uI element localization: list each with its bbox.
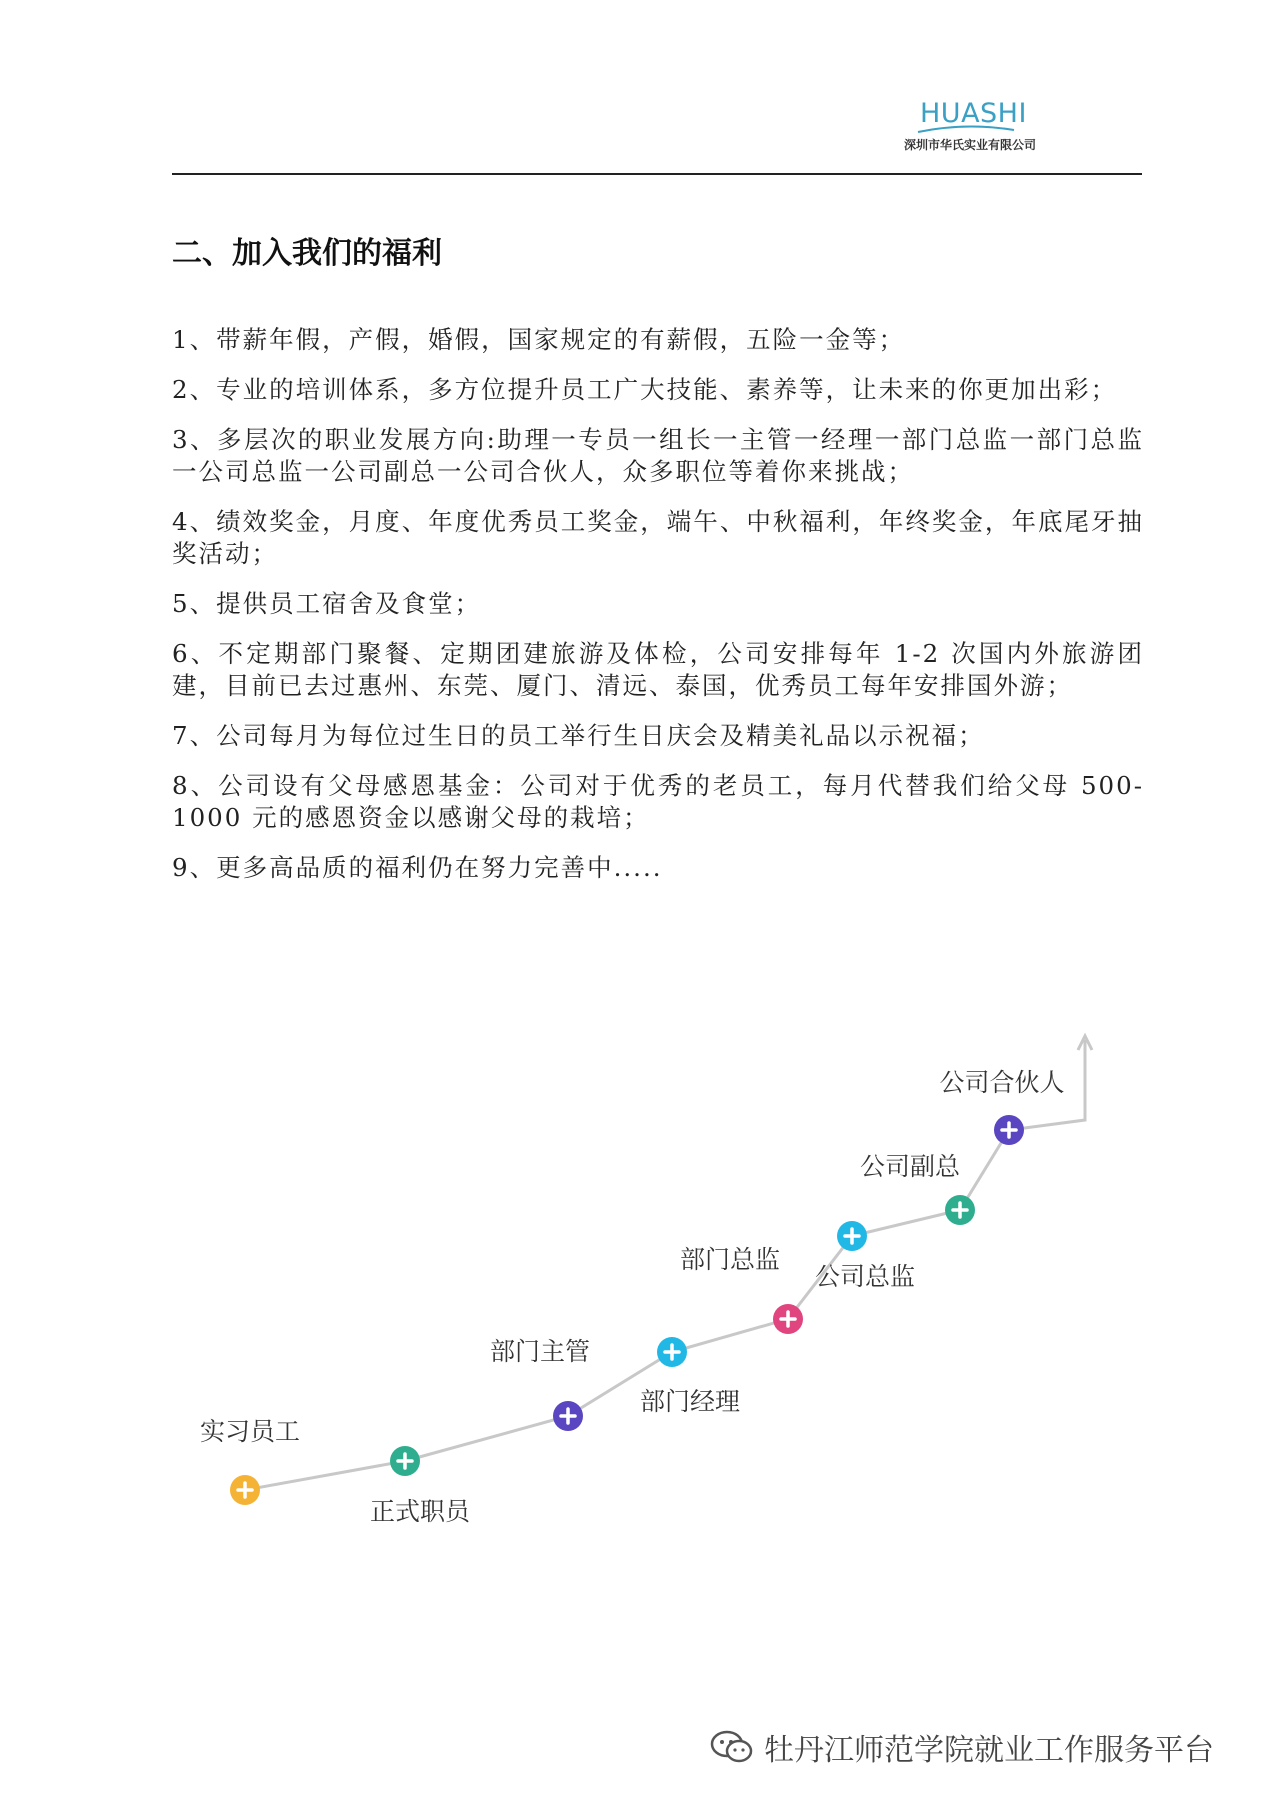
career-step-node (837, 1221, 867, 1251)
career-step-node (945, 1195, 975, 1225)
career-path-diagram (160, 1000, 1110, 1560)
list-item: 9、更多高品质的福利仍在努力完善中..... (172, 853, 663, 882)
career-step-node (230, 1475, 260, 1505)
career-step-label: 正式职员 (369, 1497, 471, 1526)
wechat-icon (710, 1729, 754, 1765)
list-item: 1、带薪年假，产假，婚假，国家规定的有薪假，五险一金等； (172, 325, 906, 354)
career-step-node (994, 1115, 1024, 1145)
header-divider (172, 173, 1142, 175)
logo-text: HUASHI (920, 98, 1027, 129)
career-step-node (553, 1401, 583, 1431)
list-item: 2、专业的培训体系，多方位提升员工广大技能、素养等，让未来的你更加出彩； (172, 375, 1118, 404)
list-item: 8、公司设有父母感恩基金：公司对于优秀的老员工，每月代替我们给父母 500-1000 元的感恩资金以感谢父母的栽培； (172, 771, 1144, 832)
watermark (710, 1725, 1214, 1769)
career-step-label: 公司副总 (859, 1152, 961, 1181)
section-title: 二、加入我们的福利 (172, 236, 442, 271)
company-name: 深圳市华氏实业有限公司 (903, 138, 1036, 152)
career-path-line (245, 1040, 1085, 1490)
benefits-list (172, 324, 1144, 902)
career-step-node (390, 1446, 420, 1476)
list-item: 4、绩效奖金，月度、年度优秀员工奖金，端午、中秋福利，年终奖金，年底尾牙抽奖活动； (172, 507, 1144, 568)
career-step-node (773, 1304, 803, 1334)
company-logo (880, 96, 1060, 156)
career-step-label: 公司合伙人 (939, 1068, 1065, 1097)
career-step-label: 部门主管 (489, 1337, 591, 1366)
career-step-node (657, 1337, 687, 1367)
career-step-label: 实习员工 (199, 1417, 301, 1446)
watermark-text: 牡丹江师范学院就业工作服务平台 (764, 1733, 1214, 1768)
list-item: 5、提供员工宿舍及食堂； (172, 589, 482, 618)
list-item: 6、不定期部门聚餐、定期团建旅游及体检，公司安排每年 1-2 次国内外旅游团建，目前已去过惠州、东莞、厦门、清远、泰国，优秀员工每年安排国外游； (172, 639, 1144, 700)
career-step-label: 公司总监 (814, 1262, 916, 1291)
list-item: 7、公司每月为每位过生日的员工举行生日庆会及精美礼品以示祝福； (172, 721, 985, 750)
list-item: 3、多层次的职业发展方向:助理一专员一组长一主管一经理一部门总监一部门总监一公司总监一公司副总一公司合伙人，众多职位等着你来挑战； (172, 425, 1144, 486)
career-step-label: 部门总监 (679, 1245, 781, 1274)
career-step-label: 部门经理 (639, 1387, 741, 1416)
